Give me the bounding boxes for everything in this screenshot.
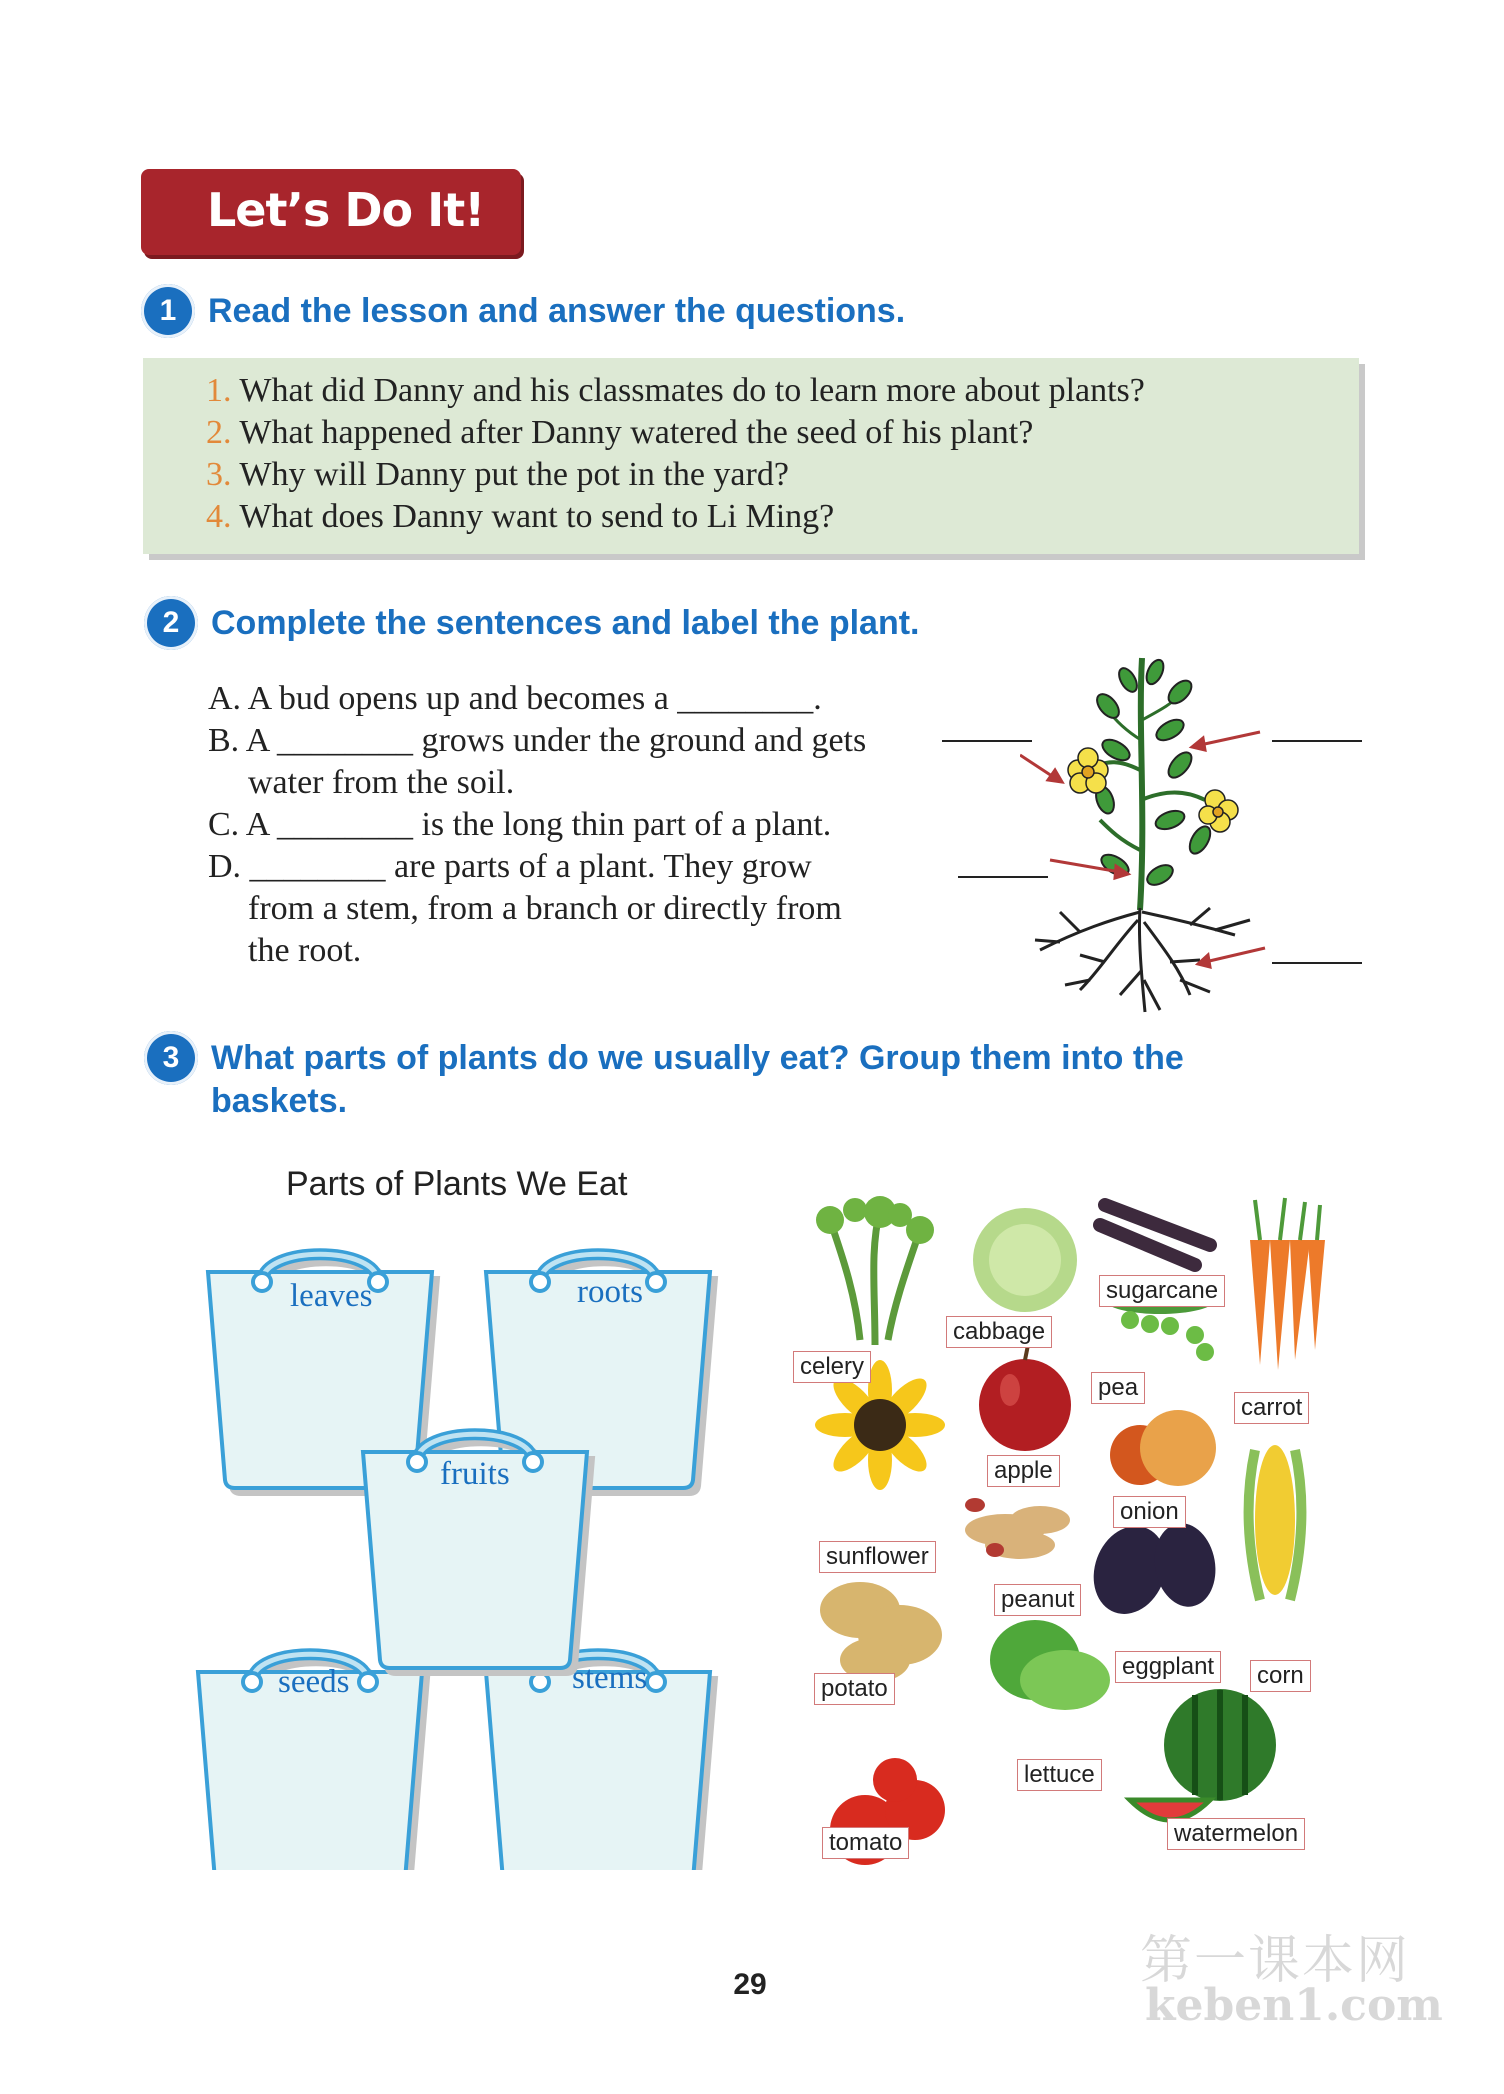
section-banner [141,169,521,255]
potato-image [820,1582,942,1682]
cabbage-image [973,1208,1077,1312]
basket-label-seeds: seeds [278,1664,350,1700]
section-1-heading: Read the lesson and answer the questions. [208,292,906,330]
food-label-sugarcane: sugarcane [1099,1275,1225,1307]
section-2-number: 2 [144,596,198,650]
question-3-text: Why will Danny put the pot in the yard? [239,456,789,493]
food-label-sunflower: sunflower [819,1541,936,1573]
sugarcane-image [1100,1205,1210,1265]
section-3-number: 3 [144,1031,198,1085]
sentence-b-cont: water from the soil. [248,764,515,801]
carrot-image [1250,1240,1325,1370]
question-2-number: 2. [206,414,232,451]
apple-image [979,1345,1071,1451]
section-2-heading: Complete the sentences and label the plant. [211,604,920,642]
question-1-number: 1. [206,372,232,409]
food-label-pea: pea [1091,1372,1145,1404]
section-1-number: 1 [141,284,195,338]
watermelon-image [1130,1689,1276,1820]
question-3-number: 3. [206,456,232,493]
baskets-group [190,1230,750,1870]
section-3-heading-line1: What parts of plants do we usually eat? Group them into the [211,1039,1184,1077]
page-number: 29 [733,1968,767,2001]
baskets-title: Parts of Plants We Eat [286,1165,628,1203]
watermark-line1: 第一课本网 [1140,1931,1411,1991]
basket-label-fruits: fruits [440,1456,510,1492]
question-box [143,358,1359,554]
eggplant-image [1082,1516,1222,1625]
question-4-text: What does Danny want to send to Li Ming? [239,498,835,535]
food-label-carrot: carrot [1234,1392,1309,1424]
question-1-text: What did Danny and his classmates do to learn more about plants? [239,372,1145,409]
sentence-c: C. A ________ is the long thin part of a plant. [208,806,832,843]
question-2-text: What happened after Danny watered the seed of his plant? [239,414,1034,451]
section-3-heading-line2: baskets. [211,1082,348,1120]
food-label-tomato: tomato [822,1827,909,1859]
sentence-d-cont: from a stem, from a branch or directly from [248,890,842,927]
sentence-d: D. ________ are parts of a plant. They grow [208,848,812,885]
basket-label-roots: roots [577,1274,643,1310]
food-label-apple: apple [987,1455,1060,1487]
plant-diagram [1020,650,1320,1020]
question-3 [206,456,789,494]
sentence-d-cont2: the root. [248,932,362,969]
sentence-a: A. A bud opens up and becomes a ________. [208,680,822,717]
basket-label-leaves: leaves [290,1278,373,1314]
food-label-peanut: peanut [994,1584,1081,1616]
question-4-number: 4. [206,498,232,535]
food-label-celery: celery [793,1351,871,1383]
food-label-cabbage: cabbage [946,1316,1052,1348]
food-label-potato: potato [814,1673,895,1705]
question-2 [206,414,1033,452]
corn-image [1249,1445,1302,1600]
banner-title: Let’s Do It! [207,183,485,237]
basket-label-stems: stems [572,1660,648,1696]
food-label-onion: onion [1113,1496,1186,1528]
food-label-eggplant: eggplant [1115,1651,1221,1683]
plant-label-blank-flower[interactable] [942,740,1032,742]
food-label-corn: corn [1250,1660,1311,1692]
sentence-b: B. A ________ grows under the ground and gets [208,722,867,759]
onion-image [1110,1410,1216,1486]
food-label-lettuce: lettuce [1017,1759,1102,1791]
food-label-watermelon: watermelon [1167,1818,1305,1850]
lettuce-image [990,1620,1110,1710]
question-1 [206,372,1145,410]
question-4 [206,498,834,536]
peanut-image [965,1498,1070,1559]
watermark-line2: keben1.com [1145,1980,1443,2031]
